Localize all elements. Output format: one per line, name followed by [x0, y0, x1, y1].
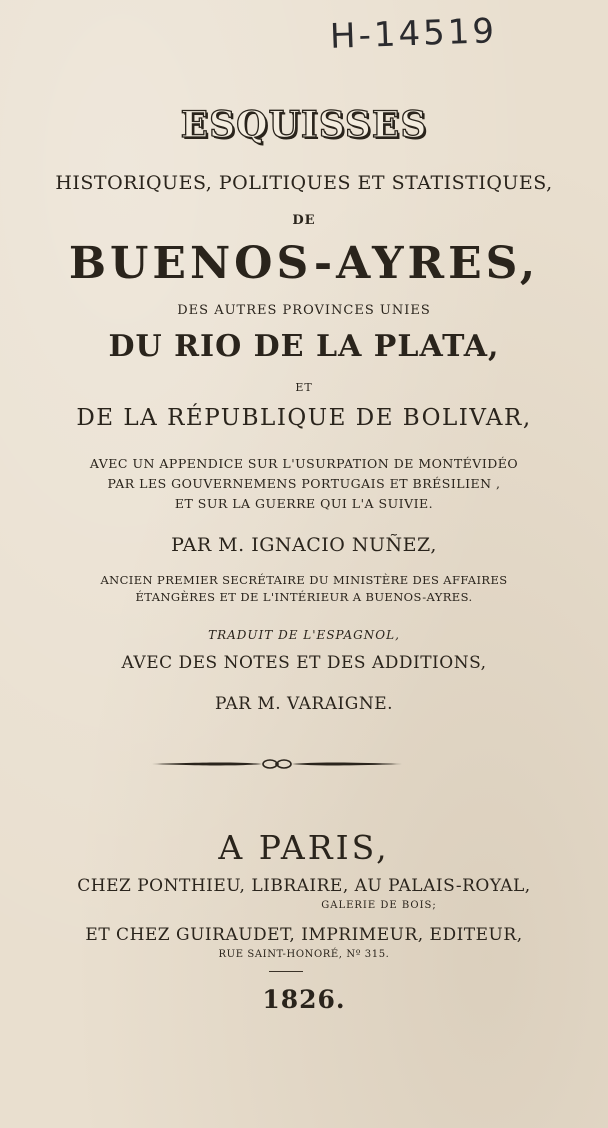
imprint-year: 1826. — [262, 985, 346, 1014]
shelfmark-handwritten: H-14519 — [329, 11, 498, 57]
appendix-description — [0, 454, 608, 514]
title-buenos-ayres: BUENOS-AYRES, — [68, 238, 540, 289]
author-titles — [0, 572, 608, 606]
imprint-city: A PARIS, — [218, 828, 390, 867]
author-line: PAR M. IGNACIO NUÑEZ, — [171, 534, 437, 556]
appendix-line: AVEC UN APPENDICE SUR L'USURPATION DE MONTÉVIDÉO — [89, 456, 519, 471]
imprint-address-2: RUE SAINT-HONORÉ, Nº 315. — [218, 949, 390, 960]
ornament-divider-icon — [150, 754, 404, 774]
main-title: ESQUISSES — [180, 104, 428, 146]
translation-note: TRADUIT DE L'ESPAGNOL, — [208, 628, 400, 642]
imprint-publisher-2: ET CHEZ GUIRAUDET, IMPRIMEUR, EDITEUR, — [85, 925, 523, 945]
notes-additions: AVEC DES NOTES ET DES ADDITIONS, — [121, 653, 487, 673]
translator-line: PAR M. VARAIGNE. — [214, 694, 394, 714]
appendix-line: ET SUR LA GUERRE QUI L'A SUIVIE. — [174, 496, 434, 511]
imprint-address-1: GALERIE DE BOIS; — [321, 900, 437, 911]
imprint-rule — [269, 971, 303, 972]
title-autres-provinces: DES AUTRES PROVINCES UNIES — [177, 303, 431, 318]
connector-de: DE — [292, 213, 316, 228]
author-title-line: ANCIEN PREMIER SECRÉTAIRE DU MINISTÈRE DES AFFAIRES — [100, 573, 508, 587]
appendix-line: PAR LES GOUVERNEMENS PORTUGAIS ET BRÉSILIEN , — [107, 476, 501, 491]
imprint-publisher-1: CHEZ PONTHIEU, LIBRAIRE, AU PALAIS-ROYAL, — [77, 876, 531, 896]
subtitle: HISTORIQUES, POLITIQUES ET STATISTIQUES, — [55, 172, 553, 194]
author-title-line: ÉTANGÈRES ET DE L'INTÉRIEUR A BUENOS-AYRES. — [135, 590, 473, 604]
title-rio-de-la-plata: DU RIO DE LA PLATA, — [108, 329, 500, 364]
title-republique-bolivar: DE LA RÉPUBLIQUE DE BOLIVAR, — [76, 405, 532, 431]
connector-et: ET — [295, 381, 313, 394]
